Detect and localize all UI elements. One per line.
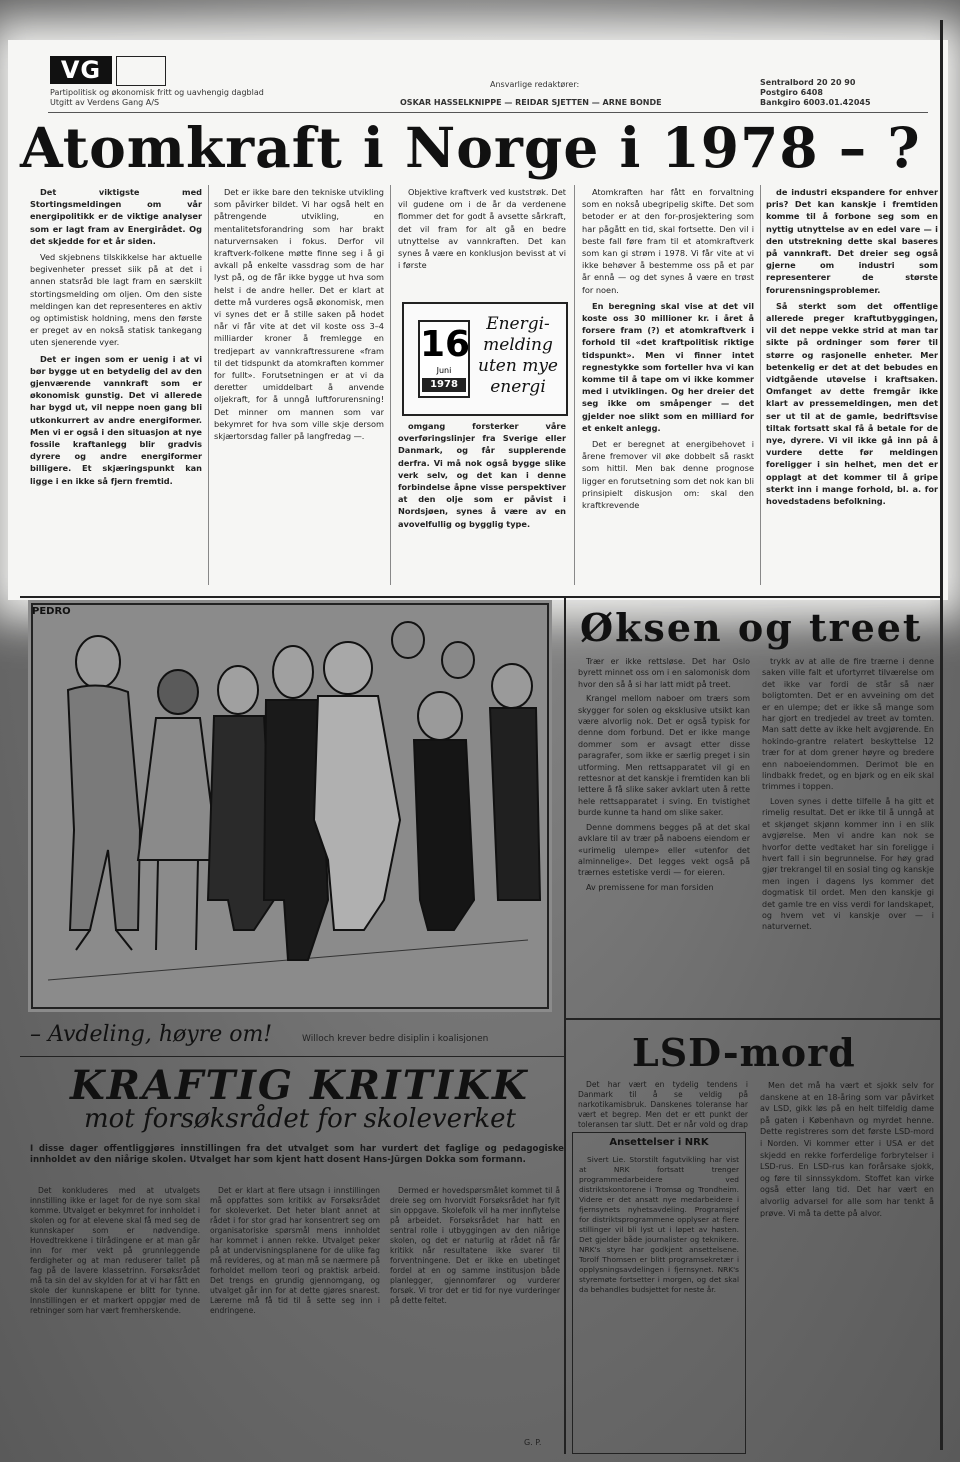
oksen-headline: Øksen og treet <box>580 605 923 650</box>
kraftig-lead: I disse dager offentliggjøres innstillingen fra det utvalget som har vurdert det faglige og pedagogiske innholdet av den niårige skolen. Utvalget har som kjent hatt dosent Hans-Jürgen Dokka som formann. <box>30 1144 564 1165</box>
cartoon-signature: PEDRO <box>32 606 71 617</box>
lead-col1-para3: Det er ingen som er uenig i at vi bør bygge ut en betydelig del av den gjenværende vannkraft som er økonomisk gunstig. Det vi allerede har bygd ut, vil neppe noen gang bli utkonkurrert av andre energiformer. Men vi er også i den situasjon at nye fossile kraftanlegg blir gradvis dyrere og andre energiformer billigere. Et skjæringspunkt kan ligge i en ikke så fjern fremtid. <box>30 353 202 486</box>
calendar-year: 1978 <box>422 378 466 392</box>
oksen-col1-para1: Trær er ikke rettsløse. Det har Oslo byrett minnet oss om i en salomonisk dom hvor den så å si har latt midt på treet. <box>578 657 750 689</box>
nrk-text: Sivert Lie. Storstilt fagutvikling har vist at NRK fortsatt trenger programmedarbeidere ved distriktskontorene i Tromsø og Trondheim. Videre er det ansatt nye medarbeidere i fjernsynets nyhetsavdeling. Programsjef for distriktsprogrammene opplyser at flere stillinger vil bli lyst ut i løpet av høsten. Det gjelder både journalister og teknikere. NRK's styre har godkjent ansettelsene. Torolf Thomsen er blitt programsekretær i opplysningsavdelingen i fjernsynet. NRK's styremøte fortsetter i morgen, og det skal da behandles budsjettet for neste år. <box>579 1155 739 1294</box>
oksen-col1-para2: Krangel mellom naboer om trærs som skygger for solen og eksklusive utsikt kan være alvorlig nok. Det er også typisk for denne dom forbund. Det er ikke mange dommer som er avsagt etter disse paragrafer, som ikke er særlig preget i sin utforming. Men rettsapparatet vil gi en rettesnor at det kanskje i fremtiden kan bli lettere å få slike saker avklart uten å rette hele rettsapparatet i sving. En tvistighet burde kunne ta hand om slike saker. <box>578 694 750 818</box>
calendar-day: 16 <box>420 324 471 365</box>
logo-subbox <box>116 56 166 86</box>
lead-column-5 <box>766 186 938 511</box>
cartoon-caption: – Avdeling, høyre om! <box>30 1022 273 1047</box>
political-cartoon <box>28 600 552 1012</box>
main-headline: Atomkraft i Norge i 1978 – ? <box>20 115 921 180</box>
masthead-rule <box>48 112 928 113</box>
nrk-box <box>572 1132 746 1454</box>
lsd-column-1 <box>578 1080 748 1130</box>
oksen-rule <box>566 1018 940 1020</box>
contact-line-3: Bankgiro 6003.01.42045 <box>760 98 871 107</box>
kraftig-col1-text: Det konkluderes med at utvalgets innstilling ikke er laget for de nye som skal komme. Utvalget er bekymret for innholdet i skolen og for at elevene skal få med seg de kunnskaper som er nødvendige. Hovedtrekkene i tilrådingene er at man går inn for mer vekt på grunnleggende ferdigheter og at man reduserer tallet på fag på de lavere klassetrinn. Forsøksrådet må ta sin del av skylden for at vi har fått en skole der kunnskapene er blitt for tynne. Innstillingen er et markert oppgjør med de retninger som har vært fremherskende. <box>30 1186 200 1315</box>
lsd-col2-text: Men det må ha vært et sjokk selv for danskene at en 18-åring som var påvirket av LSD, gikk løs på en helt tilfeldig dame på gaten i København og myrdet henne. Dette registreres som det første LSD-mord i Norden. Vi kommer etter i USA er det skjedd en rekke forferdelige forbrytelser i LSD-rus. En LSD-rus kan forårsake sjokk, og føre til sinnssykdom. Stoffet kan virke også etter lang tid. Det har vært en alvorlig advarsel for alle som har tenkt å prøve. Vi må ta dette på alvor. <box>760 1081 934 1218</box>
vg-logo: VG <box>50 56 112 84</box>
lead-col3-bottom: omgang forsterker våre overføringslinjer fra Sverige eller Danmark, og får supplerende derfra. Vi må nok også bygge slike verk selv, og det kan i denne forbindelse åpne visse perspektiver at den olje som er påvist i Nordsjøen, synes å være av en avovelfullig og bygglig type. <box>398 421 566 529</box>
editors-label: Ansvarlige redaktører: <box>490 80 580 89</box>
lead-col3-top: Objektive kraftverk ved kuststrøk. Det vil gudene om i de år da verdenene flommer det for godt å avsette sårkraft, det vil fram for alt gå en bedre utnyttelse av vannkraften. Det kan synes å være en konklusjon bevisst at vi i første <box>398 187 566 271</box>
kraftig-signature: G. P. <box>524 1438 542 1447</box>
oksen-col2-para1: trykk av at alle de fire trærne i denne saken ville falt et ufortyrret tilværelse om det ikke var fordi de står så nær boligtomten. Det er en avveining om det er en ulempe; det er ikke så mange som har gjort en tredjedel av treet av tomten. Man satt dette av ikke helt avgjørende. En hokindo-grantre relatert beskyttelse 12 trær for at dom grener høyre og bredere enn naboeiendommen. Derimot ble en lindbakk fredet, og en bjørk og en eik skal trimmes i toppen. <box>762 657 934 792</box>
column-rule <box>760 185 761 585</box>
page-edge-rule <box>940 20 943 1450</box>
lead-col5-para1: de industri ekspandere for enhver pris? Det kan kanskje i fremtiden komme til å forbone seg som en nyttig utnyttelse av en edel vare — i den utstrekning dette skal baseres på vannkraft. Det dreier seg også gjerne om industri som representerer de største forurensningsproblemer. <box>766 187 938 295</box>
kraftig-column-3 <box>390 1186 560 1436</box>
kraftig-col3-text: Dermed er hovedspørsmålet kommet til å dreie seg om hvorvidt Forsøksrådet har fylt sin oppgave. Skolefolk vil ha mer innflytelse på arbeidet. Forsøksrådet har hatt en sentral rolle i utbyggingen av den niårige skolen, og det er naturlig at rådet nå får kritikk når resultatene ikke svarer til forventningene. Det er ikke en ubetinget fordel at en og samme institusjon både planlegger, gjennomfører og vurderer forsøk. Vi tror det er tid for nye vurderinger på dette feltet. <box>390 1186 560 1305</box>
column-rule <box>208 185 209 585</box>
contact-line-1: Sentralbord 20 20 90 <box>760 78 856 87</box>
lead-column-4 <box>582 186 754 515</box>
oksen-column-1 <box>578 656 750 1012</box>
oksen-col1-para3: Denne dommens begges på at det skal avklare til av trær på naboens eiendom er «urimelig ulempe» eller «utenfor det alminnelige». Det legges vekt også på trærnes estetiske verdi — for eieren. <box>578 822 750 878</box>
lead-col4-para3: Det er beregnet at energibehovet i årene fremover vil øke dobbelt så raskt som hittil. Men bak denne prognose ligger en forutsetning som det nok kan bli prinsipielt diskusjon om: skal den kraftkrevende <box>582 439 754 511</box>
calendar-icon <box>418 320 470 398</box>
vertical-section-rule <box>564 598 566 1454</box>
contact-line-2: Postgiro 6408 <box>760 88 823 97</box>
oksen-column-2 <box>762 656 934 1012</box>
lsd-col1-text: Det har vært en tydelig tendens i Danmark til å se veldig på narkotikamisbruk. Danskenes toleranse har vært et begrep. Men det er ett punkt der toleransen tar slutt. Det er når vold og drap <box>578 1080 748 1129</box>
lead-column-3-top <box>398 186 566 275</box>
lead-col4-para1: Atomkraften har fått en forvaltning som en nokså ubegripelig skifte. Det som betoder er at den for-prosjektering som har pågått en tid, skal fortsette. Den vil i beste fall føre fram til et atomkraftverk som kan gi strøm i 1978. Vi får vite at vi ikke behøver å bestemme oss på et par år ennå — og det synes å være en trøst for noen. <box>582 187 754 295</box>
kraftig-headline: KRAFTIG KRITIKK <box>70 1062 529 1109</box>
lead-col1-para2: Ved skjebnens tilskikkelse har aktuelle begivenheter presset siik på at det i annen statsråd ble lagt fram en særskilt stortingsmelding om oljen. Om den siste meldingen kan det representeres en aktiv og optimistisk holdning, mens den første er preget av en nokså statisk tankegang uten sjenerende vyer. <box>30 252 202 348</box>
publisher-line-2: Utgitt av Verdens Gang A/S <box>50 98 160 107</box>
editors-names: OSKAR HASSELKNIPPE — REIDAR SJETTEN — ARNE BONDE <box>400 98 662 107</box>
lead-column-2 <box>214 186 384 446</box>
kraftig-col2-text: Det er klart at flere utsagn i innstillingen må oppfattes som kritikk av Forsøksrådet for skoleverket. Det heter blant annet at rådet i for stor grad har konsentrert seg om organisatoriske spørsmål mens innholdet har kommet i annen rekke. Utvalget peker på at undervisningsplanene for de ulike fag må revideres, og at man må se nærmere på forholdet mellom teori og praktisk arbeid. Det trengs en grundig gjennomgang, og utvalget går inn for at dette gjøres snarest. Lærerne må få tid til å sette seg inn i endringene. <box>210 1186 380 1315</box>
cartoon-subcaption: Willoch krever bedre disiplin i koalisjonen <box>302 1034 489 1044</box>
publisher-line-1: Partipolitisk og økonomisk fritt og uavhengig dagblad <box>50 88 264 97</box>
cartoon-drawing <box>28 600 552 1012</box>
lsd-headline: LSD-mord <box>632 1030 856 1075</box>
kraftig-subheadline: mot forsøksrådet for skoleverket <box>83 1104 516 1134</box>
masthead <box>40 52 930 112</box>
kraftig-column-1 <box>30 1186 200 1436</box>
lead-col2-para1: Det er ikke bare den tekniske utvikling som påvirker bildet. Vi har også helt en påtrengende utvikling, en mentalitetsforandring som har brakt naturvernsaken i fokus. Derfor vil kraftverk-folkene møtte finne seg i å gi avkall på enkelte vassdrag som de har lyst på, og de får ikke bygge ut hva som helst i de andre heller. Det er klart at dette må vurderes også økonomisk, men vi synes det er å stille saken på hodet når vi får vite at det vil koste oss 3–4 milliarder kroner å fremlegge en tredjepart av vannkraftressurene «fram til det tidspunkt da atomkraften kommer for fullt». Forutsetningen er at vi da deretter umiddelbart å anvende oljekraft, for å unngå luftforurensning! Det minner om mannen som var bekymret for hva som ville skje dersom skjærtorsdag faller på langfredag —. <box>214 187 384 442</box>
nrk-text-block <box>579 1155 739 1447</box>
section-rule <box>20 596 940 598</box>
energy-box <box>402 302 568 416</box>
lead-col5-para2: Så sterkt som det offentlige allerede preger kraftutbyggingen, vil det neppe vekke strid at man tar sikte på ordninger som fører til større og rasjonelle enheter. Mer betenkelig er det at det bebudes en vidtgående utøvelse i kraftsaken. Omfanget av dette fremgår ikke klart av pressemeldingen, men det ser ut til at de gamle, bedriftsvise tiltak fortsatt skal få å betale for de nye, dyrere. Vi vil ikke gå inn på å vurdere dette før meldingen foreligger i sin helhet, men det er opplagt at det kommer til å gripe sterkt inn i mange forhold, bl. a. for hovedstadens befolkning. <box>766 300 938 507</box>
nrk-title: Ansettelser i NRK <box>609 1137 709 1148</box>
lead-col1-para1: Det viktigste med Stortingsmeldingen om vår energipolitikk er de viktige analyser som er lagt fram av Energirådet. Og det skjedde for et år siden. <box>30 187 202 246</box>
energy-box-text: Energi-melding uten mye energi <box>478 314 558 397</box>
oksen-col1-para4: Av premissene for man forsiden <box>586 882 714 892</box>
calendar-month: Juni <box>436 366 452 375</box>
lead-column-3-bottom <box>398 420 566 534</box>
lsd-column-2 <box>760 1080 934 1450</box>
column-rule <box>574 185 575 585</box>
lead-column-1 <box>30 186 202 491</box>
lead-col4-para2: En beregning skal vise at det vil koste oss 30 millioner kr. i året å forsere fram (?) et atomkraftverk i forhold til «det kraftpolitisk riktige tidspunkt». Men vi finner intet regnestykke som forteller hva vi kan komme til å tape om vi ikke kommer med i utviklingen. Og her dreier det seg ikke om småpenger — det gjelder noe slikt som en milliard for et enkelt anlegg. <box>582 300 754 433</box>
caption-rule <box>20 1056 564 1057</box>
kraftig-column-2 <box>210 1186 380 1436</box>
oksen-col2-para2: Loven synes i dette tilfelle å ha gitt et rimelig resultat. Det er ikke til å unngå at et skjønget skjønn kommer inn i en slik avgjørelse. Men vi andre kan nok se hvorfor dette vedtaket har sin foreligge i hvert fall i sin begrunnelse. For høy grad gjør trekrangel til en sosial ting og kanskje men ingen i dagens lys kommer det dogmatisk til ordet. Men den kanskje gi det gamle tre en viss verdi for landskapet, og hvem vet vi kanskje over — i naturvernet. <box>762 796 934 932</box>
column-rule <box>390 185 391 585</box>
